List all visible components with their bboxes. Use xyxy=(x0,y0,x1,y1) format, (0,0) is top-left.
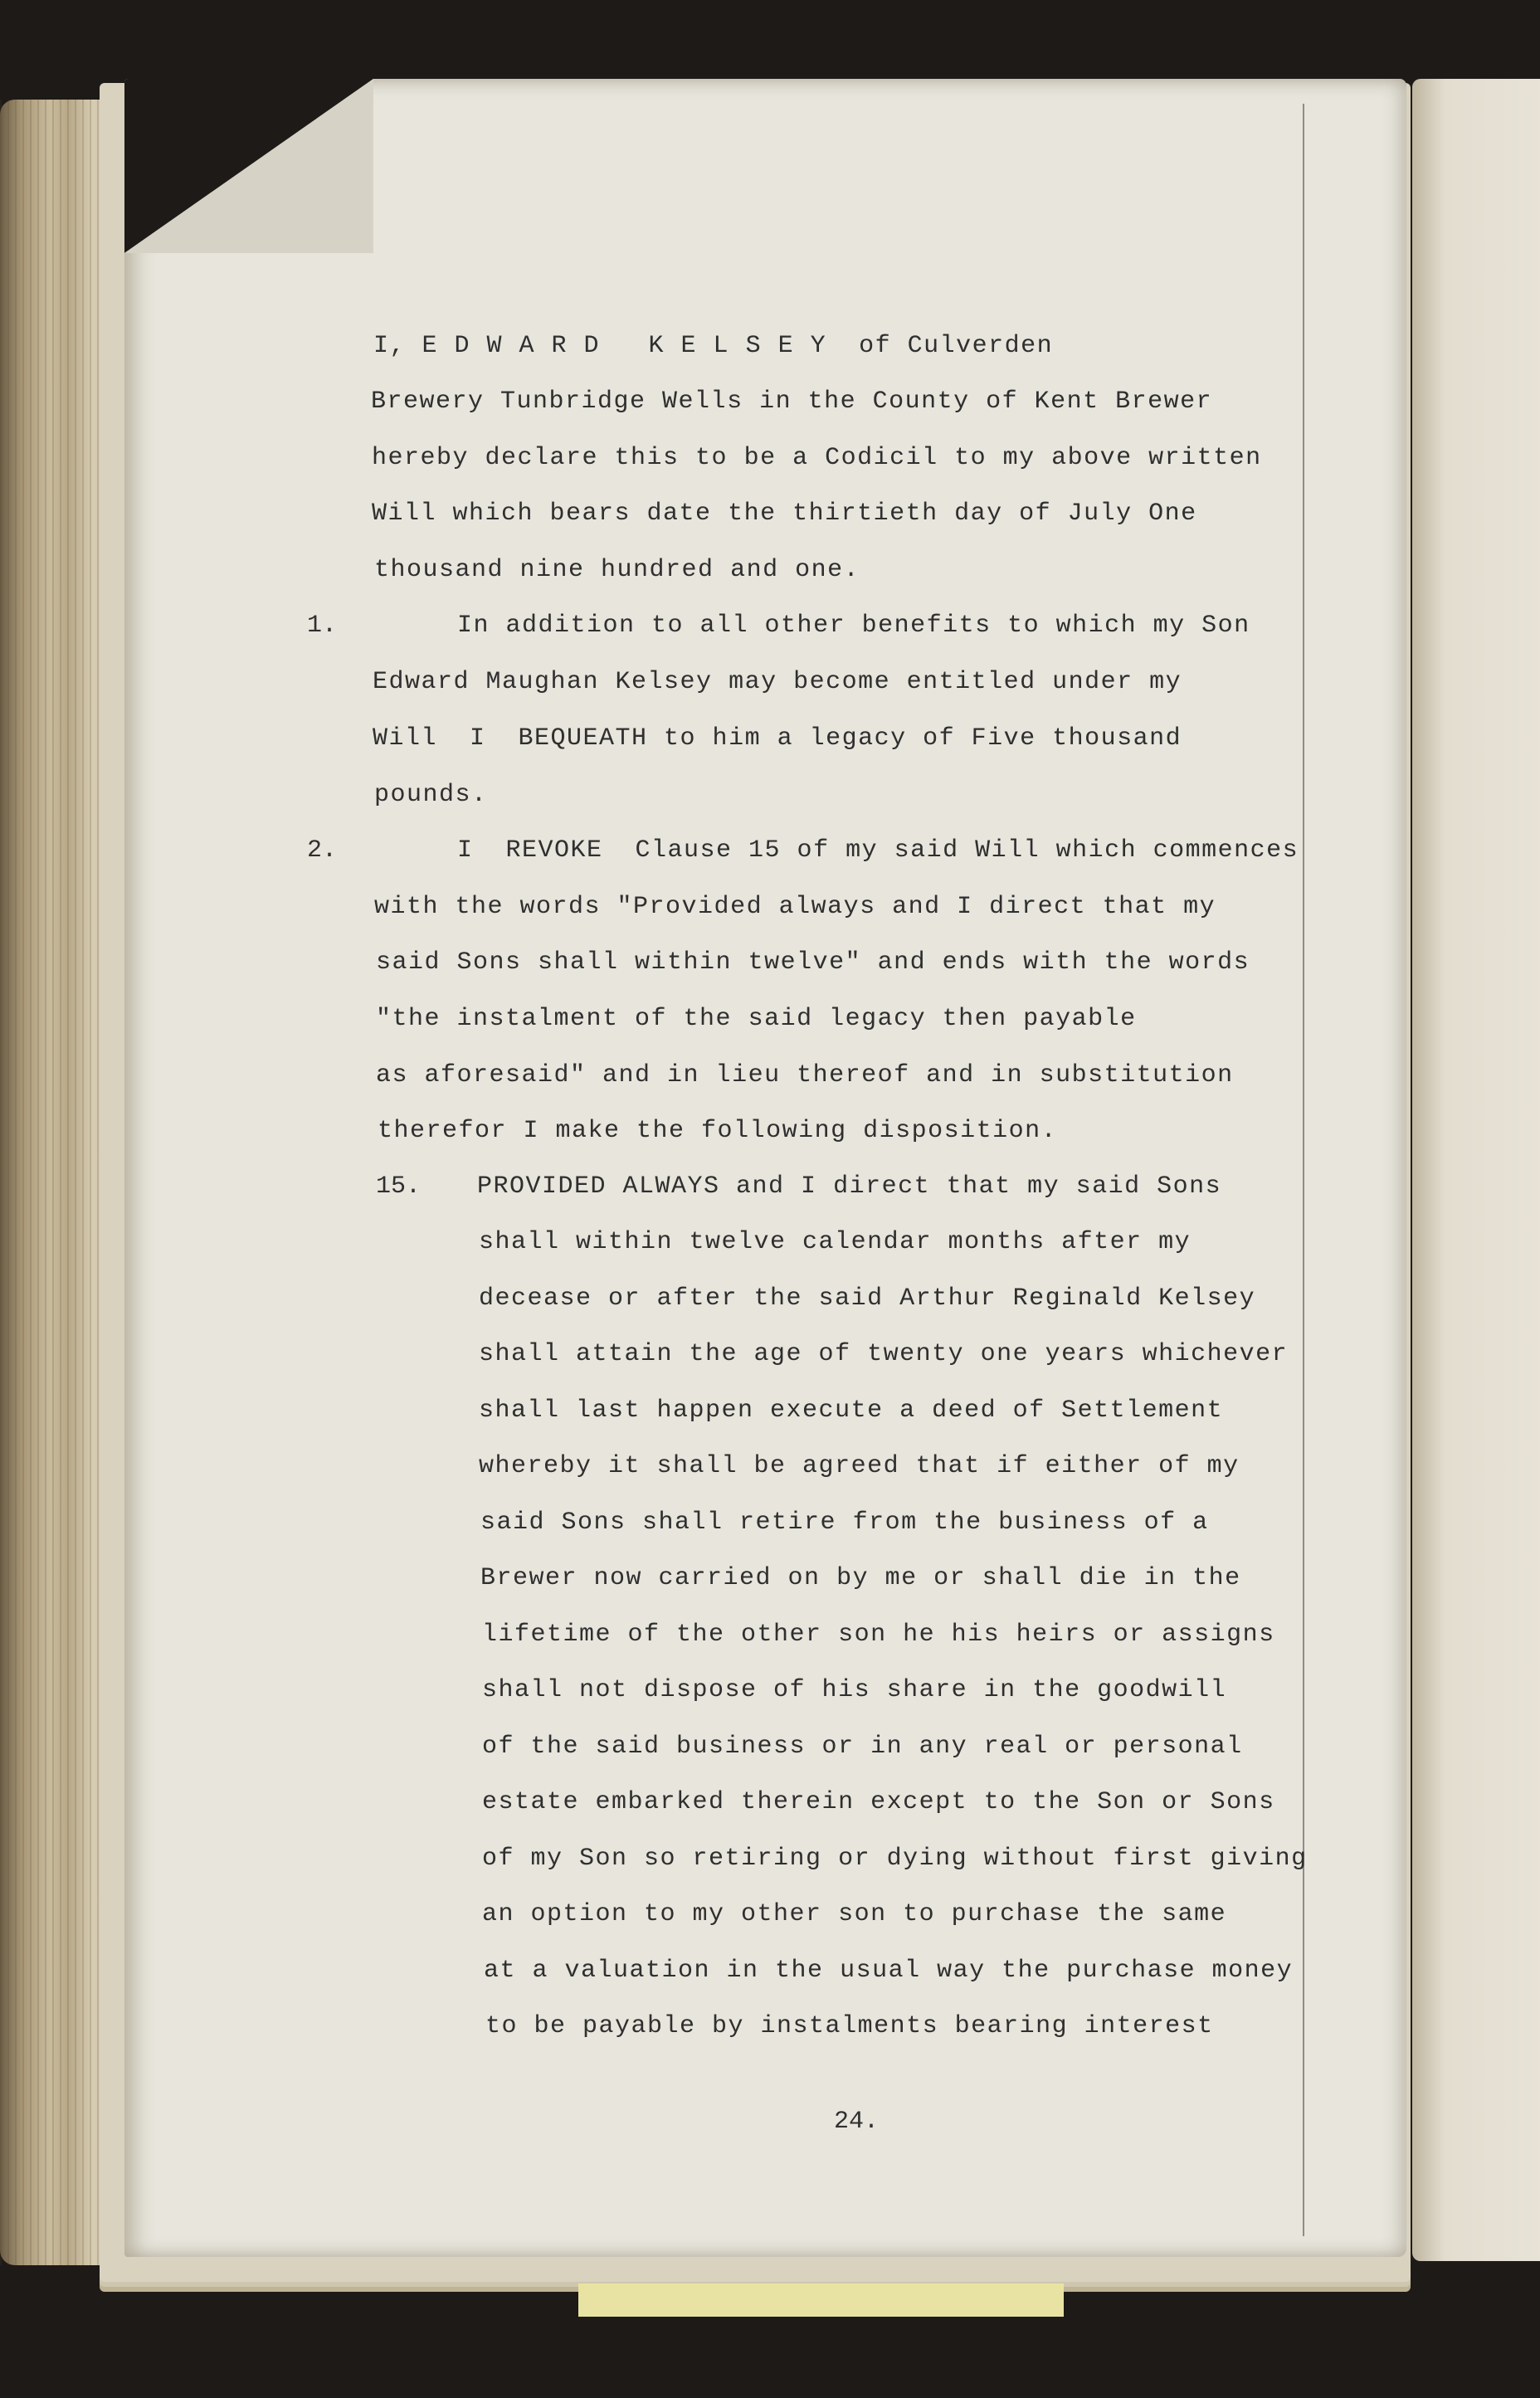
clause-line: Brewer now carried on by me or shall die in the xyxy=(480,1564,1241,1592)
clause-line: with the words "Provided always and I direct that my xyxy=(374,893,1216,921)
clause-line: at a valuation in the usual way the purchase money xyxy=(484,1957,1294,1985)
clause-line: shall last happen execute a deed of Settlement xyxy=(479,1396,1224,1425)
clause-line: I REVOKE Clause 15 of my said Will which commences xyxy=(457,836,1299,865)
clause-line: PROVIDED ALWAYS and I direct that my said Sons xyxy=(477,1172,1222,1201)
clause-line: Edward Maughan Kelsey may become entitled under my xyxy=(373,668,1182,696)
page-number: 24. xyxy=(834,2108,880,2136)
clause-line: shall within twelve calendar months after my xyxy=(479,1228,1192,1256)
clause-line: as aforesaid" and in lieu thereof and in substitution xyxy=(376,1061,1234,1089)
clause-line: In addition to all other benefits to which my Son xyxy=(457,612,1250,640)
clause-line: lifetime of the other son he his heirs or assigns xyxy=(482,1621,1275,1649)
intro-line: Will which bears date the thirtieth day of July One xyxy=(372,500,1197,528)
clause-line: shall not dispose of his share in the goodwill xyxy=(482,1676,1227,1704)
margin-rule xyxy=(1303,104,1304,2236)
clause-line: therefor I make the following disposition. xyxy=(378,1117,1058,1145)
clause-line: of the said business or in any real or personal xyxy=(482,1733,1243,1761)
clause-line: an option to my other son to purchase the same xyxy=(482,1900,1227,1928)
clause-line: pounds. xyxy=(374,781,488,809)
clause-line: said Sons shall within twelve" and ends with the words xyxy=(376,948,1250,977)
paper-slip xyxy=(578,2283,1064,2317)
clause-line: shall attain the age of twenty one years whichever xyxy=(479,1340,1289,1368)
intro-line: Brewery Tunbridge Wells in the County of Kent Brewer xyxy=(371,387,1213,416)
clause-line: estate embarked therein except to the Son or Sons xyxy=(482,1788,1275,1816)
folded-corner-flap xyxy=(124,79,373,253)
clause-number: 15. xyxy=(376,1172,422,1201)
intro-line: thousand nine hundred and one. xyxy=(374,556,860,584)
intro-line: hereby declare this to be a Codicil to my above written xyxy=(372,444,1262,472)
clause-line: "the instalment of the said legacy then payable xyxy=(376,1005,1137,1033)
intro-line: I, E D W A R D K E L S E Y of Culverden xyxy=(373,332,1054,360)
clause-line: whereby it shall be agreed that if either of my xyxy=(479,1452,1240,1480)
document-page xyxy=(124,79,1406,2257)
clause-number: 2. xyxy=(307,836,338,865)
clause-line: said Sons shall retire from the business of a xyxy=(480,1508,1209,1537)
clause-number: 1. xyxy=(307,612,338,640)
clause-line: of my Son so retiring or dying without first giving xyxy=(482,1845,1308,1873)
clause-line: decease or after the said Arthur Reginald Kelsey xyxy=(479,1284,1256,1313)
facing-page xyxy=(1412,79,1540,2261)
clause-line: Will I BEQUEATH to him a legacy of Five thousand xyxy=(373,724,1182,753)
clause-line: to be payable by instalments bearing interest xyxy=(485,2012,1214,2040)
